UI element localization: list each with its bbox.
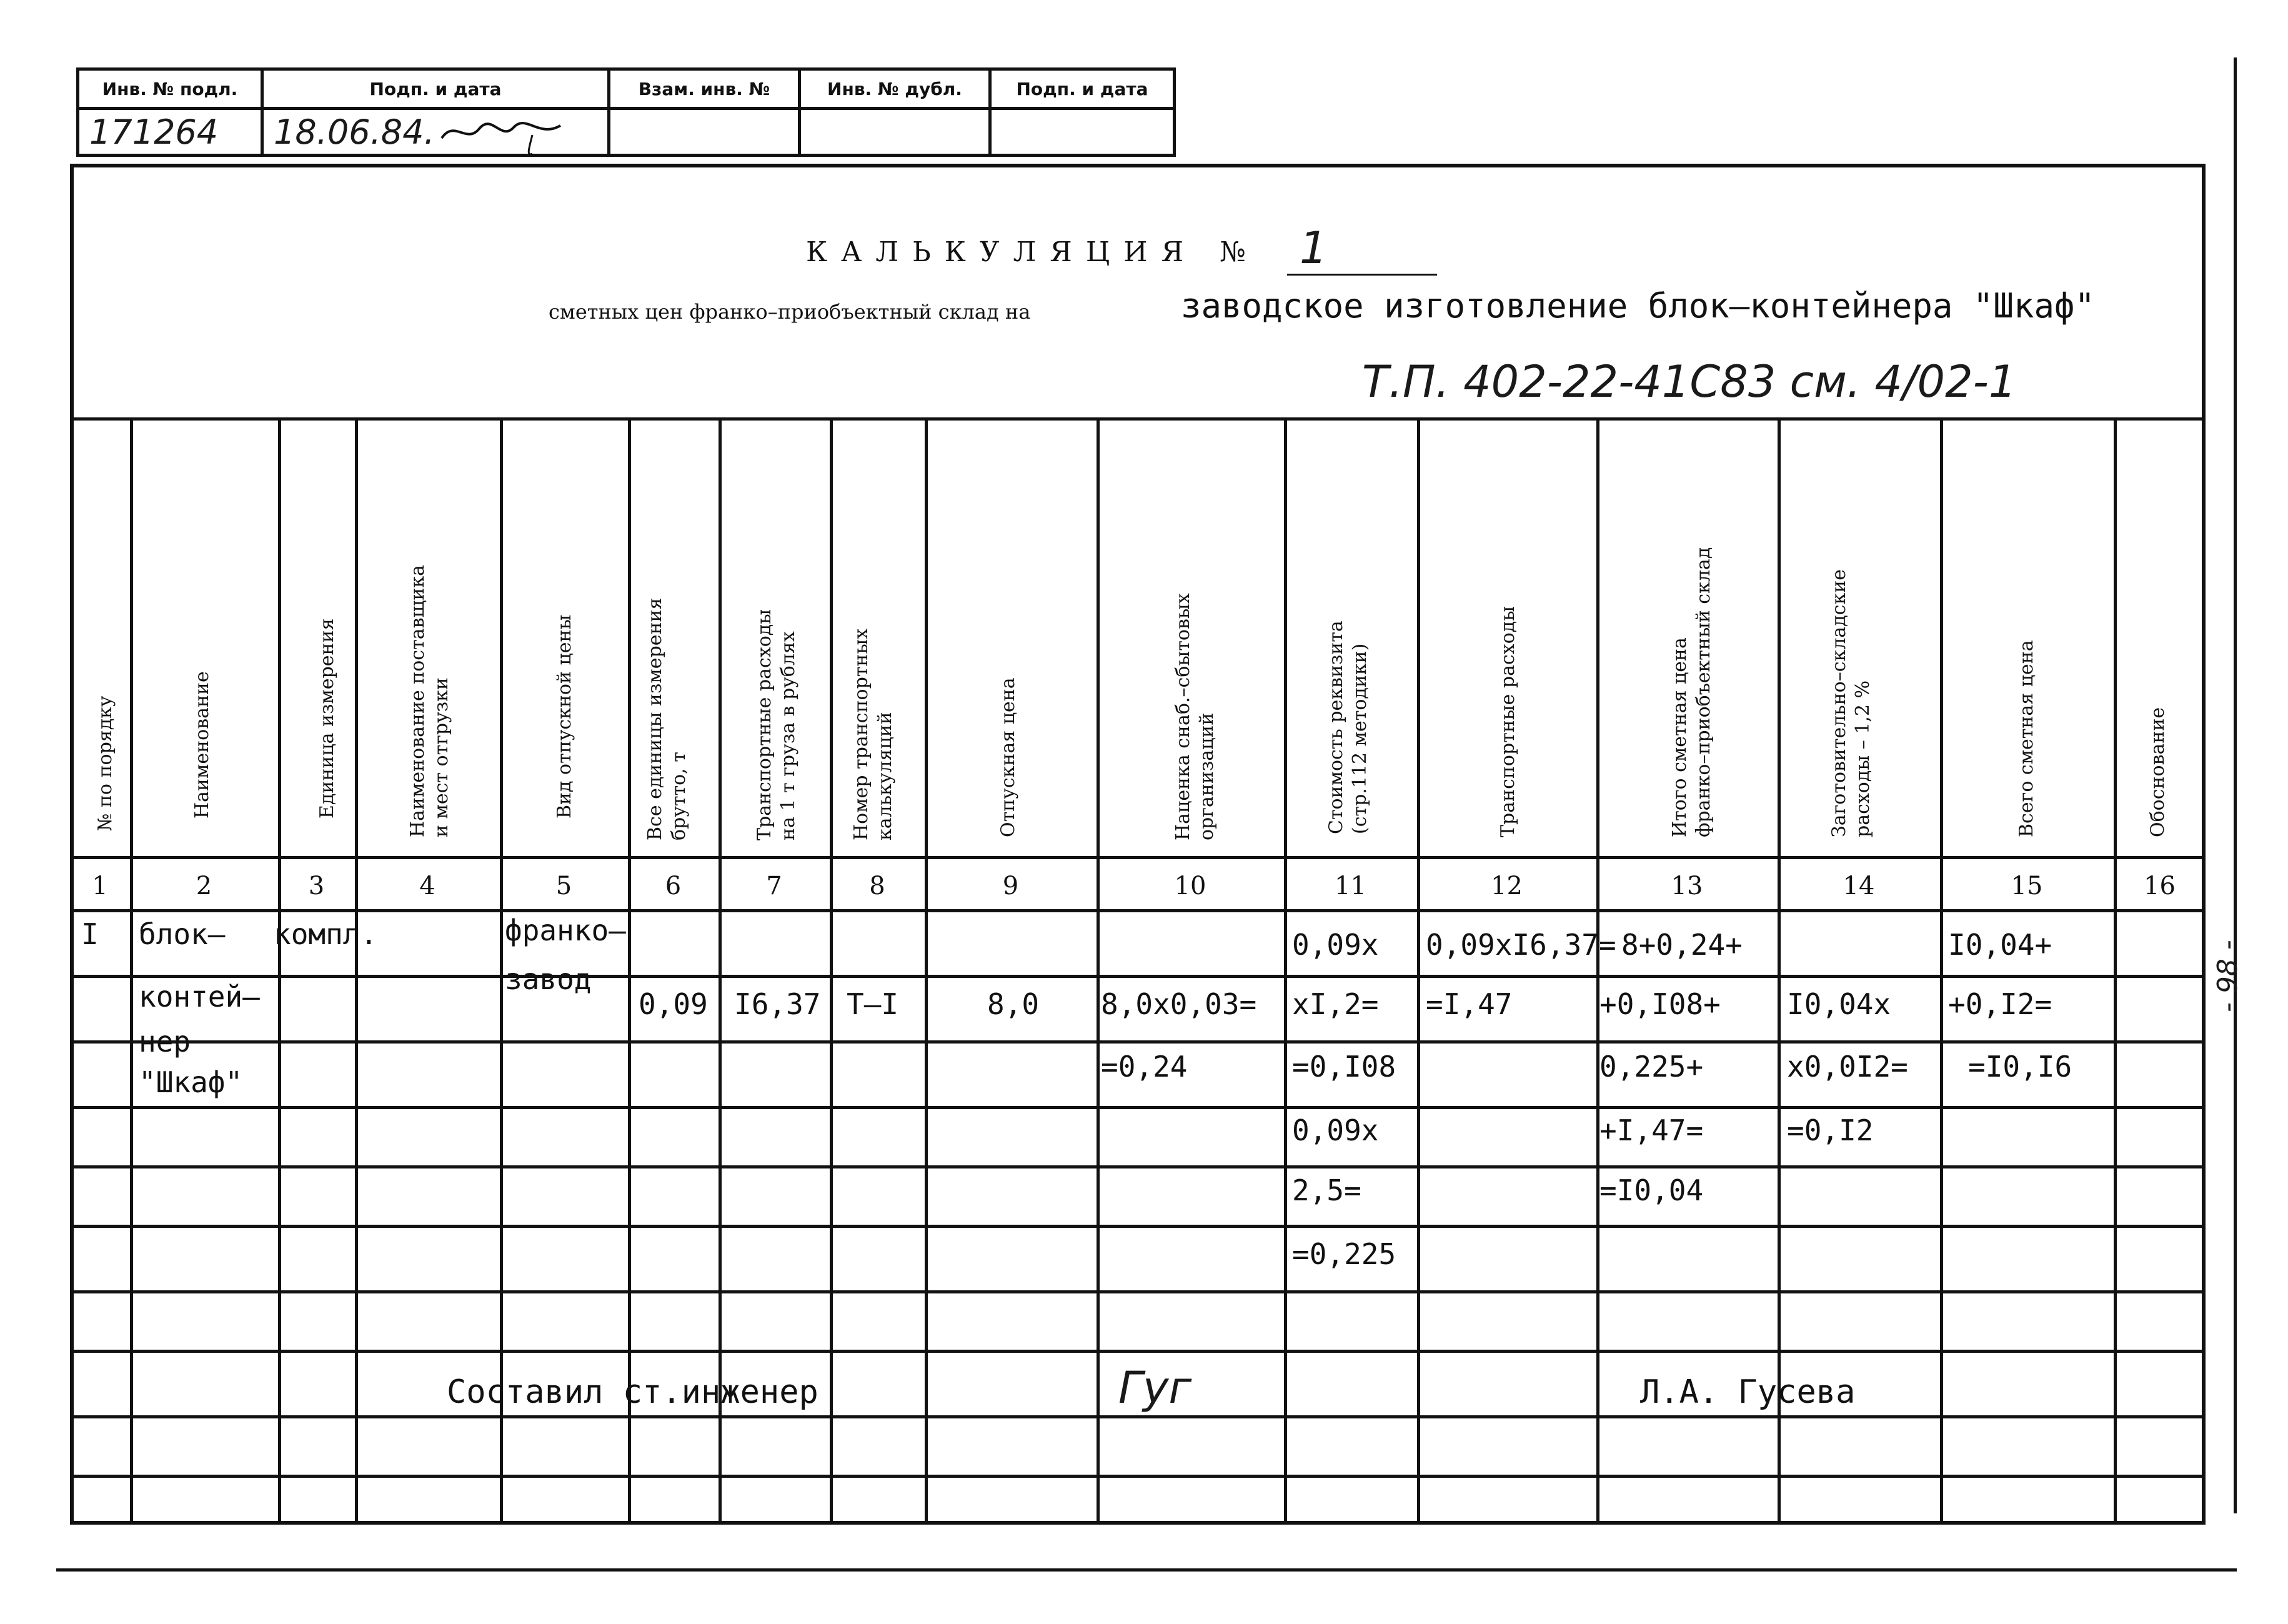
col-divider-3 [355,417,358,1525]
engineer-signature: Гуг [1118,1362,1192,1413]
stamp-vzam-inv-value [607,107,801,157]
subtitle-prefix: сметных цен франко–приобъектный склад на [549,300,1031,324]
stamp-header-inv-podl: Инв. № подл. [76,67,264,110]
col-number-3: 3 [308,872,325,900]
col-divider-4 [500,417,503,1525]
transport-line-2: =I,47 [1426,987,1513,1021]
row-line-4 [70,1165,2206,1168]
col-number-11: 11 [1335,872,1366,900]
item-name-line-2: контей– [139,980,260,1014]
page-title: КАЛЬКУЛЯЦИЯ № [806,236,1260,268]
requisite-cost-line-2: хI,2= [1292,987,1379,1021]
header-top-line [70,417,2206,421]
col-header-6: Все единицы измерения брутто, т [644,597,690,840]
right-margin-line [2234,57,2237,1513]
col-divider-9 [1097,417,1100,1525]
col-divider-1 [130,417,133,1525]
side-page-number: - 98 - [2212,940,2244,1012]
item-name-line-1: блок– [139,917,226,951]
col-number-8: 8 [869,872,885,900]
gross-weight: 0,09 [639,987,708,1021]
storage-cost-line-1: I0,04х [1787,987,1891,1021]
col-number-12: 12 [1491,872,1523,900]
stamp-inv-dubl-value [798,107,992,157]
col-number-15: 15 [2011,872,2043,900]
project-reference: Т.П. 402-22-41С83 см. 4/02-1 [1362,356,2017,407]
stamp-header-podp-data: Подп. и дата [261,67,610,110]
requisite-cost-line-3: =0,I08 [1292,1050,1396,1083]
release-price: 8,0 [987,987,1040,1021]
stamp-podp-data-2-value [988,107,1176,157]
requisite-cost-line-6: =0,225 [1292,1237,1396,1271]
row-line-9 [70,1475,2206,1478]
transport-line-1: 0,09хI6,37= [1426,928,1616,962]
row-number: I [81,917,99,951]
price-type-line-2: завод [505,962,592,996]
col-header-15: Всего сметная цена [2016,640,2037,837]
col-number-13: 13 [1671,872,1703,900]
row-line-1 [70,975,2206,978]
transport-cost-per-ton: I6,37 [734,987,821,1021]
col-number-5: 5 [555,872,572,900]
row-line-5 [70,1225,2206,1228]
stamp-header-podp-data-2: Подп. и дата [988,67,1176,110]
col-header-13: Итого сметная цена франко–приобъектный склад [1669,547,1714,837]
total-line-2: +0,I2= [1948,987,2052,1021]
col-divider-14 [1940,417,1943,1525]
col-divider-10 [1284,417,1287,1525]
col-header-16: Обоснование [2147,707,2169,837]
bottom-page-line [56,1568,2237,1572]
stamp-podp-data-value [261,107,610,157]
subtotal-line-4: +I,47= [1599,1113,1704,1147]
col-header-9: Отпускная цена [997,677,1019,837]
col-header-5: Вид отпускной цены [554,614,575,819]
row-line-2 [70,1040,2206,1044]
col-divider-12 [1596,417,1599,1525]
colnum-bottom-line [70,909,2206,912]
header-bottom-line [70,856,2206,859]
calculation-number: 1 [1287,222,1437,276]
row-line-6 [70,1290,2206,1293]
row-line-3 [70,1106,2206,1109]
stamp-header-vzam-inv: Взам. инв. № [607,67,801,110]
col-header-12: Транспортные расходы [1497,605,1519,837]
row-line-8 [70,1415,2206,1418]
col-header-2: Наименование [191,671,213,819]
engineer-name: Л.А. Гусева [1640,1373,1856,1411]
col-number-14: 14 [1843,872,1875,900]
col-number-6: 6 [665,872,682,900]
markup-line-1: 8,0х0,03= [1101,987,1257,1021]
requisite-cost-line-5: 2,5= [1292,1173,1361,1207]
row-line-7 [70,1350,2206,1353]
stamp-header-inv-dubl: Инв. № дубл. [798,67,992,110]
col-number-10: 10 [1174,872,1206,900]
markup-line-2: =0,24 [1101,1050,1188,1083]
stamp-date: 18.06.84. [274,112,435,152]
col-header-4: Наименование поставщика и мест отгрузки [407,565,452,837]
subtotal-line-3: 0,225+ [1599,1050,1704,1083]
storage-cost-line-2: х0,0I2= [1787,1050,1908,1083]
col-divider-5 [628,417,631,1525]
col-number-4: 4 [419,872,435,900]
unit-value: компл. [274,917,378,951]
subtotal-line-2: +0,I08+ [1599,987,1721,1021]
col-header-7: Транспортные расходы на 1 т груза в рублях [754,609,799,840]
requisite-cost-line-4: 0,09х [1292,1113,1379,1147]
col-divider-8 [925,417,928,1525]
col-divider-13 [1778,417,1781,1525]
item-name-line-4: "Шкаф" [139,1065,243,1099]
stamp-signature-icon [439,110,564,154]
subtotal-line-1: 8+0,24+ [1621,928,1743,962]
col-divider-15 [2114,417,2117,1525]
col-divider-7 [830,417,833,1525]
col-header-10: Наценка снаб.–сбытовых организаций [1172,593,1218,840]
col-number-9: 9 [1002,872,1019,900]
col-number-1: 1 [92,872,108,900]
requisite-cost-line-1: 0,09х [1292,928,1379,962]
col-divider-11 [1417,417,1420,1525]
col-header-1: № по порядку [94,695,116,831]
col-header-14: Заготовительно–складские расходы – 1,2 % [1828,569,1874,837]
subtotal-line-5: =I0,04 [1599,1173,1704,1207]
total-line-3: =I0,I6 [1968,1050,2072,1083]
storage-cost-line-3: =0,I2 [1787,1113,1874,1147]
stamp-inv-podl-value: 171264 [76,107,264,157]
col-divider-6 [719,417,722,1525]
col-header-8: Номер транспортных калькуляций [850,628,896,840]
item-name-line-3: нер [139,1025,191,1059]
col-number-7: 7 [766,872,782,900]
col-divider-2 [278,417,281,1525]
col-number-16: 16 [2144,872,2176,900]
subtitle-value: заводское изготовление блок–контейнера "Шкаф" [1181,286,2095,326]
col-header-11: Стоимость реквизита (стр.112 методики) [1325,620,1371,834]
price-type-line-1: франко– [505,914,626,947]
composed-by-label: Составил ст.инженер [447,1373,818,1411]
col-number-2: 2 [196,872,212,900]
col-header-3: Единица измерения [316,618,338,819]
transport-calc-number: Т–I [847,987,899,1021]
total-line-1: I0,04+ [1948,928,2052,962]
approval-stamp [76,67,1176,159]
